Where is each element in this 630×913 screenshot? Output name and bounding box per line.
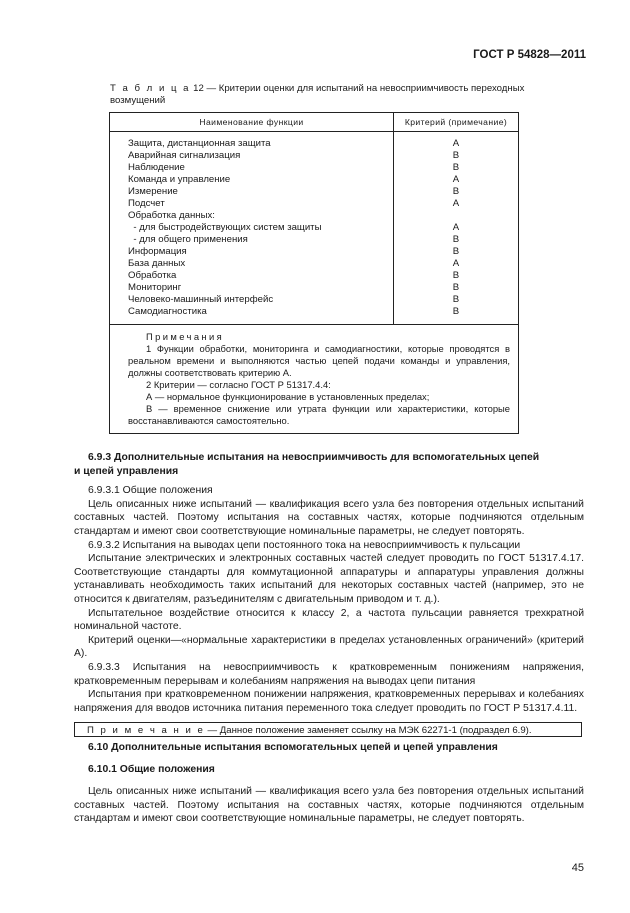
note-criterion-b: В — временное снижение или утрата функции или характеристики, которые восстанавливаются самостоятельно. bbox=[128, 403, 510, 426]
criterion-value: B bbox=[452, 270, 460, 281]
criterion-value: A bbox=[452, 174, 460, 185]
note-box-prefix: П р и м е ч а н и е bbox=[87, 725, 205, 736]
notes-title: Примечания bbox=[146, 331, 225, 342]
function-row: Аварийная сигнализация bbox=[128, 150, 241, 161]
paragraph-evaluation-criterion: Критерий оценки—«нормальные характеристики в пределах установленных ограничений» (критерий А). bbox=[74, 634, 584, 660]
paragraph-ripple-test: Испытание электрических и электронных составных частей следует проводить по ГОСТ 51317.4.17. Соответствующие стандарты для коммутационной аппаратуры и аппаратуры управления должны устанавливать необходимость таких испытаний для некоторых составных частей (например, это не относится к двигателям, разъединителям с двигательным приводом и т. д.). bbox=[74, 553, 584, 605]
criterion-value: B bbox=[452, 294, 460, 305]
function-row: Информация bbox=[128, 246, 187, 257]
section-heading-6-9-3-cont: и цепей управления bbox=[74, 465, 179, 477]
note-box-text: — Данное положение заменяет ссылку на МЭК 62271-1 (подраздел 6.9). bbox=[204, 725, 532, 736]
criterion-value: B bbox=[452, 150, 460, 161]
function-row: Обработка bbox=[128, 270, 177, 281]
criterion-value: B bbox=[452, 246, 460, 257]
criterion-value: B bbox=[452, 282, 460, 293]
function-row: - для быстродействующих систем защиты bbox=[128, 222, 322, 233]
subsection-title-6-9-3-3: 6.9.3.3 Испытания на невосприимчивость к кратковременным понижениям напряжения, кратковременным перерывам и колебаниям напряжения на выводах цепи питания bbox=[74, 661, 584, 687]
function-row: Наблюдение bbox=[128, 162, 185, 173]
function-row: Измерение bbox=[128, 186, 178, 197]
function-row: База данных bbox=[128, 258, 186, 269]
table-caption-prefix: Т а б л и ц а bbox=[110, 83, 191, 94]
criterion-value: A bbox=[452, 222, 460, 233]
section-6-10 bbox=[74, 741, 584, 826]
section-6-9-3 bbox=[74, 451, 584, 715]
criterion-list bbox=[394, 132, 519, 325]
document-id-header: ГОСТ Р 54828—2011 bbox=[473, 49, 586, 61]
subsection-title-6-9-3-1: 6.9.3.1 Общие положения bbox=[88, 485, 213, 497]
criterion-value: A bbox=[452, 258, 460, 269]
criterion-value bbox=[394, 210, 518, 222]
function-row: Защита, дистанционная защита bbox=[128, 138, 271, 149]
paragraph-test-level: Испытательное воздействие относится к классу 2, а частота пульсации равняется трехкратной номинальной частоте. bbox=[74, 607, 584, 633]
column-header-criterion: Критерий (примечание) bbox=[394, 113, 519, 132]
note-box bbox=[74, 722, 582, 737]
section-heading-6-9-3: 6.9.3 Дополнительные испытания на невосприимчивость для вспомогательных цепей bbox=[88, 452, 540, 463]
note-2: 2 Критерии — согласно ГОСТ Р 51317.4.4: bbox=[146, 379, 331, 390]
paragraph-voltage-dips: Испытания при кратковременном понижении напряжения, кратковременных перерывах и колебаниях напряжения для вводов источника питания переменного тока следует проводить по ГОСТ Р 51317.4.11. bbox=[74, 689, 584, 714]
criterion-value: B bbox=[452, 162, 460, 173]
criterion-value: B bbox=[452, 186, 460, 197]
function-row: Самодиагностика bbox=[128, 306, 207, 317]
section-heading-6-10: 6.10 Дополнительные испытания вспомогательных цепей и цепей управления bbox=[88, 742, 498, 753]
function-list bbox=[110, 132, 394, 325]
criterion-value: A bbox=[452, 198, 460, 209]
table-caption bbox=[110, 83, 530, 107]
function-row: Команда и управление bbox=[128, 174, 231, 185]
page-number: 45 bbox=[571, 862, 584, 874]
note-1: 1 Функции обработки, мониторинга и самодиагностики, которые проводятся в реальном времени и выполняются частью цепей подачи команды и управления, должны соответствовать критерию А. bbox=[128, 343, 510, 378]
function-row: Мониторинг bbox=[128, 282, 182, 293]
function-row: Подсчет bbox=[128, 198, 165, 209]
note-criterion-a: А — нормальное функционирование в установленных пределах; bbox=[146, 391, 430, 402]
table-caption-text: 12 — Критерии оценки для испытаний на невосприимчивость переходных возмущений bbox=[110, 83, 525, 106]
criterion-value: A bbox=[452, 138, 460, 149]
subsection-title-6-9-3-2: 6.9.3.2 Испытания на выводах цепи постоянного тока на невосприимчивость к пульсации bbox=[88, 539, 521, 551]
function-row: Обработка данных: bbox=[128, 210, 215, 221]
criterion-value: B bbox=[452, 234, 460, 245]
criteria-table bbox=[109, 112, 519, 434]
section-heading-6-10-1: 6.10.1 Общие положения bbox=[88, 763, 215, 775]
column-header-function: Наименование функции bbox=[110, 113, 394, 132]
function-row: - для общего применения bbox=[128, 234, 248, 245]
table-notes bbox=[110, 325, 519, 434]
criterion-value: B bbox=[452, 306, 460, 317]
function-row: Человеко-машинный интерфейс bbox=[128, 294, 274, 305]
paragraph-general-provisions: Цель описанных ниже испытаний — квалификация всего узла без повторения отдельных испытаний составных частей. Поэтому испытания на составных частях, которые подчиняются отдельным стандартам и имеют свои соответствующие номинальные параметры, не следует повторять. bbox=[74, 498, 584, 537]
paragraph-6-10-1: Цель описанных ниже испытаний — квалификация всего узла без повторения отдельных испытаний составных частей. Поэтому испытания на составных частях, которые подчиняются отдельным стандартам и имеют свои соответствующие номинальные параметры, не следует повторять. bbox=[74, 786, 584, 825]
